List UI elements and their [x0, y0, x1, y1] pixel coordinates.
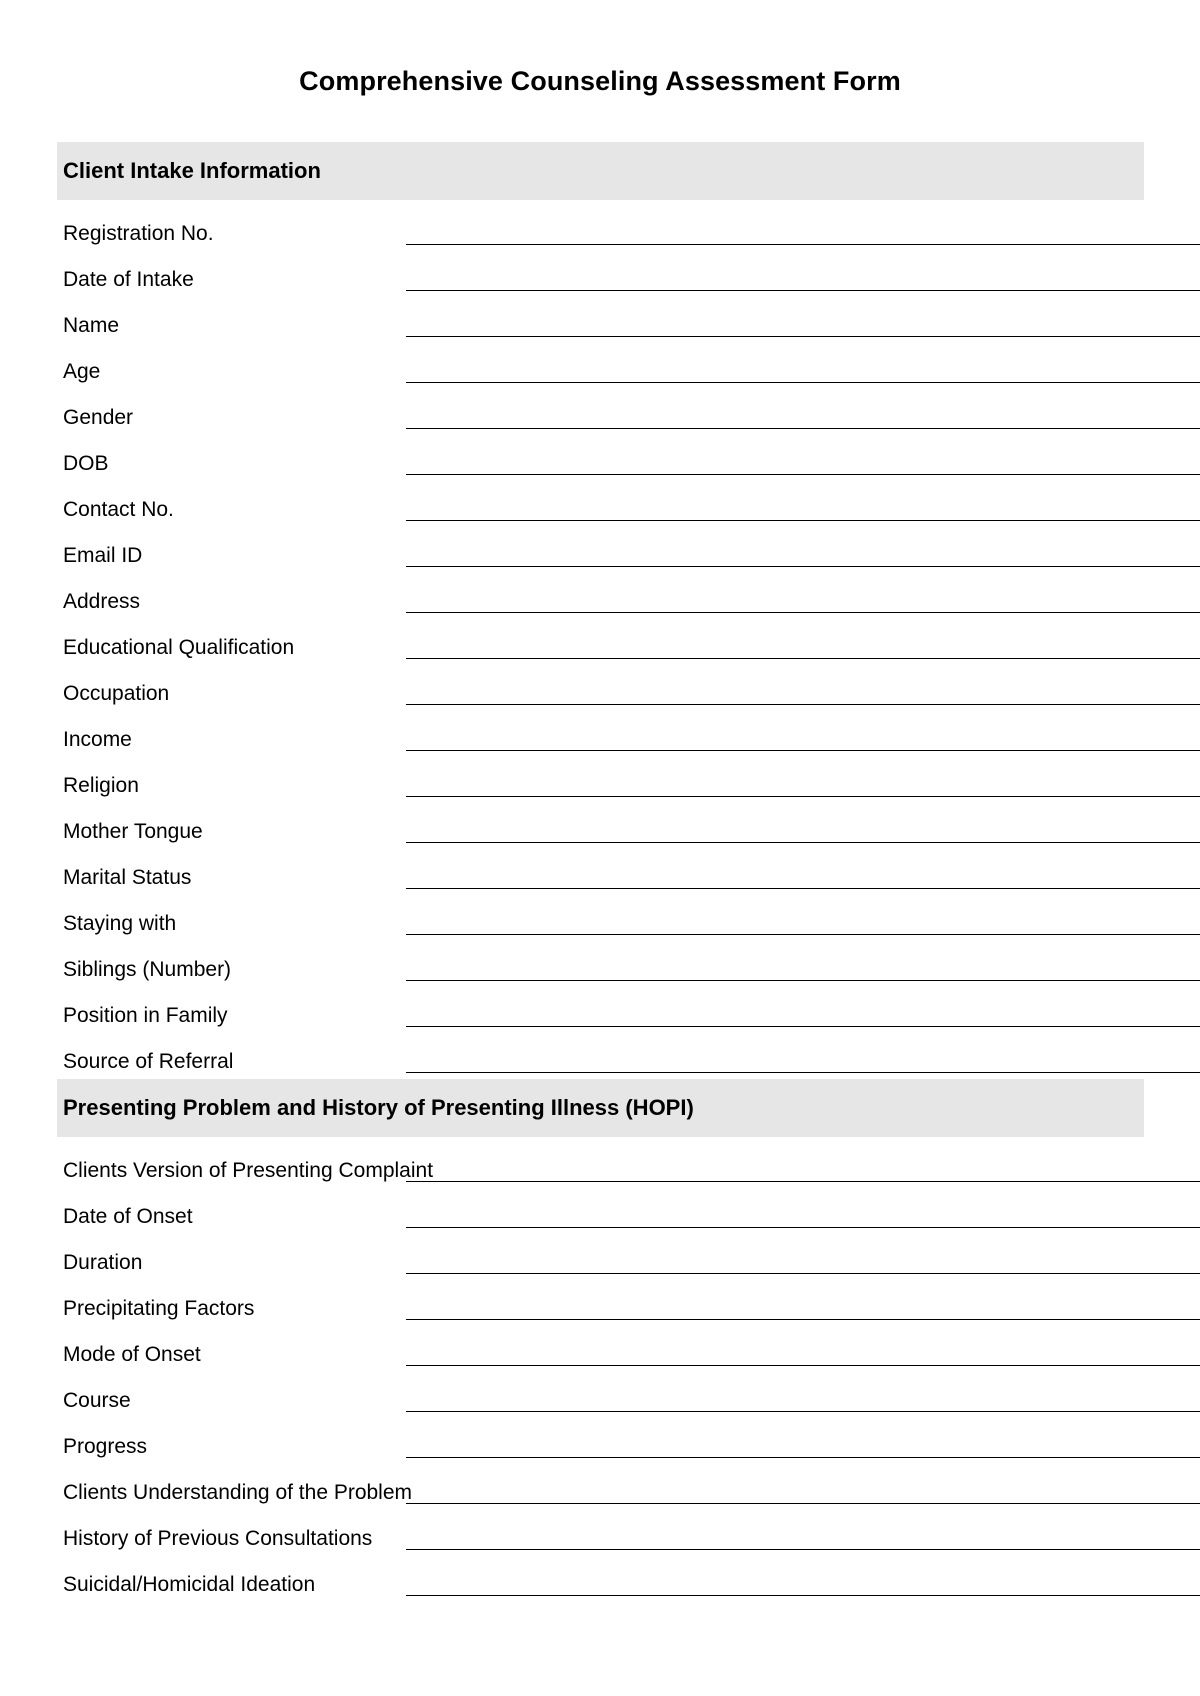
field-label: DOB: [63, 452, 109, 475]
fill-in-line-income[interactable]: [406, 750, 1200, 751]
form-field-history-of-previous-consultations: [57, 1519, 1144, 1565]
field-label: Date of Intake: [63, 268, 194, 291]
field-label: Name: [63, 314, 120, 337]
fill-in-line-marital-status[interactable]: [406, 888, 1200, 889]
fill-in-line-mother-tongue[interactable]: [406, 842, 1200, 843]
field-label: Staying with: [63, 912, 177, 935]
fill-in-line-dob[interactable]: [406, 474, 1200, 475]
field-label: Address: [63, 590, 141, 613]
field-label: Clients Understanding of the Problem: [63, 1481, 413, 1504]
fill-in-line-educational-qualification[interactable]: [406, 658, 1200, 659]
fill-in-line-suicidal-homicidal-ideation[interactable]: [406, 1595, 1200, 1596]
form-field-mother-tongue: [57, 812, 1144, 858]
section-header-presenting-problem: Presenting Problem and History of Presenting Illness (HOPI): [57, 1079, 1144, 1137]
form-field-gender: [57, 398, 1144, 444]
form-field-religion: [57, 766, 1144, 812]
field-label: History of Previous Consultations: [63, 1527, 373, 1550]
fill-in-line-date-of-intake[interactable]: [406, 290, 1200, 291]
form-field-age: [57, 352, 1144, 398]
field-label: Age: [63, 360, 101, 383]
field-label: Date of Onset: [63, 1205, 193, 1228]
form-field-precipitating-factors: [57, 1289, 1144, 1335]
fill-in-line-course[interactable]: [406, 1411, 1200, 1412]
form-field-progress: [57, 1427, 1144, 1473]
field-label: Course: [63, 1389, 131, 1412]
fill-in-line-registration-no[interactable]: [406, 244, 1200, 245]
field-label: Clients Version of Presenting Complaint: [63, 1159, 434, 1182]
field-label: Duration: [63, 1251, 143, 1274]
fill-in-line-date-of-onset[interactable]: [406, 1227, 1200, 1228]
form-field-suicidal-homicidal-ideation: [57, 1565, 1144, 1611]
field-label: Precipitating Factors: [63, 1297, 255, 1320]
section-header-client-intake: Client Intake Information: [57, 142, 1144, 200]
fill-in-line-position-in-family[interactable]: [406, 1026, 1200, 1027]
fill-in-line-source-of-referral[interactable]: [406, 1072, 1200, 1073]
fill-in-line-clients-understanding-of-the-problem[interactable]: [406, 1503, 1200, 1504]
form-field-clients-understanding-of-the-problem: [57, 1473, 1144, 1519]
fill-in-line-name[interactable]: [406, 336, 1200, 337]
fill-in-line-staying-with[interactable]: [406, 934, 1200, 935]
field-label: Position in Family: [63, 1004, 228, 1027]
fill-in-line-precipitating-factors[interactable]: [406, 1319, 1200, 1320]
page-title: Comprehensive Counseling Assessment Form: [299, 66, 901, 96]
field-label: Mother Tongue: [63, 820, 203, 843]
section-presenting-problem: [57, 1079, 1144, 1611]
form-field-siblings-number: [57, 950, 1144, 996]
field-label: Marital Status: [63, 866, 192, 889]
section-client-intake: [57, 142, 1144, 1088]
field-label: Source of Referral: [63, 1050, 234, 1073]
form-field-staying-with: [57, 904, 1144, 950]
form-field-mode-of-onset: [57, 1335, 1144, 1381]
client-intake-fields: [57, 200, 1144, 1088]
field-label: Occupation: [63, 682, 170, 705]
field-label: Religion: [63, 774, 139, 797]
fill-in-line-clients-version-of-presenting-complaint[interactable]: [406, 1181, 1200, 1182]
fill-in-line-mode-of-onset[interactable]: [406, 1365, 1200, 1366]
field-label: Contact No.: [63, 498, 174, 521]
form-field-position-in-family: [57, 996, 1144, 1042]
field-label: Income: [63, 728, 132, 751]
form-field-name: [57, 306, 1144, 352]
field-label: Progress: [63, 1435, 148, 1458]
field-label: Registration No.: [63, 222, 214, 245]
fill-in-line-gender[interactable]: [406, 428, 1200, 429]
fill-in-line-contact-no[interactable]: [406, 520, 1200, 521]
fill-in-line-religion[interactable]: [406, 796, 1200, 797]
form-field-clients-version-of-presenting-complaint: [57, 1151, 1144, 1197]
field-label: Educational Qualification: [63, 636, 295, 659]
fill-in-line-history-of-previous-consultations[interactable]: [406, 1549, 1200, 1550]
form-field-contact-no: [57, 490, 1144, 536]
form-field-address: [57, 582, 1144, 628]
fill-in-line-email-id[interactable]: [406, 566, 1200, 567]
form-field-occupation: [57, 674, 1144, 720]
field-label: Email ID: [63, 544, 143, 567]
presenting-problem-fields: [57, 1137, 1144, 1611]
field-label: Siblings (Number): [63, 958, 232, 981]
fill-in-line-age[interactable]: [406, 382, 1200, 383]
form-field-income: [57, 720, 1144, 766]
form-field-educational-qualification: [57, 628, 1144, 674]
field-label: Mode of Onset: [63, 1343, 201, 1366]
fill-in-line-siblings-number[interactable]: [406, 980, 1200, 981]
form-field-date-of-intake: [57, 260, 1144, 306]
field-label: Gender: [63, 406, 134, 429]
form-field-date-of-onset: [57, 1197, 1144, 1243]
form-field-duration: [57, 1243, 1144, 1289]
form-field-email-id: [57, 536, 1144, 582]
form-field-marital-status: [57, 858, 1144, 904]
form-field-course: [57, 1381, 1144, 1427]
field-label: Suicidal/Homicidal Ideation: [63, 1573, 316, 1596]
form-field-registration-no: [57, 214, 1144, 260]
fill-in-line-progress[interactable]: [406, 1457, 1200, 1458]
form-field-dob: [57, 444, 1144, 490]
fill-in-line-address[interactable]: [406, 612, 1200, 613]
fill-in-line-occupation[interactable]: [406, 704, 1200, 705]
fill-in-line-duration[interactable]: [406, 1273, 1200, 1274]
